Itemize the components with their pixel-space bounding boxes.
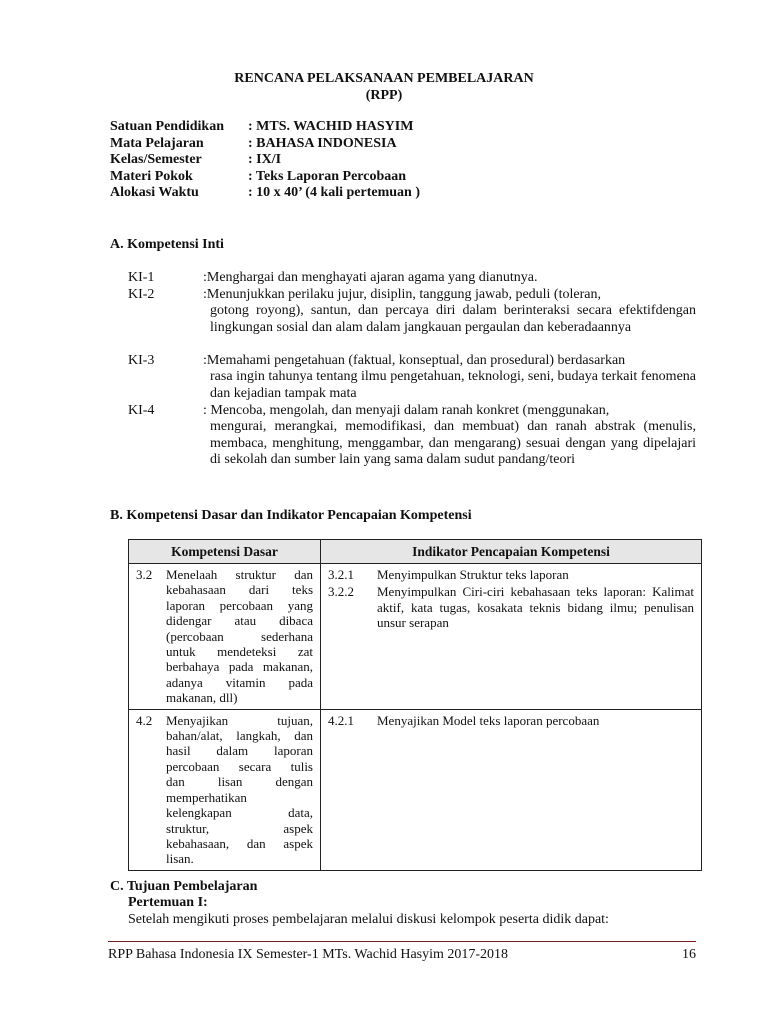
ki-code: KI-3 — [128, 353, 155, 368]
ki-text-rest: rasa ingin tahunya tentang ilmu pengetahuan, teknologi, seni, budaya terkait fenomena dan kejadian tampak mata — [210, 369, 696, 401]
ki-text — [203, 403, 696, 469]
kd-line: lisan. — [166, 851, 194, 867]
page-number: 16 — [682, 947, 696, 962]
kd-line: Menelaah struktur dan — [166, 567, 313, 582]
indicator-number: 4.2.1 — [328, 712, 354, 728]
kd-line: Menyajikan tujuan, — [166, 712, 313, 728]
identity-value: : MTS. WACHID HASYIM — [248, 119, 414, 134]
identity-block — [110, 119, 420, 202]
ki-text-first: : Mencoba, mengolah, dan menyaji dalam ranah konkret (menggunakan, — [203, 403, 610, 418]
indicator-item — [322, 582, 700, 630]
footer-divider — [108, 941, 696, 942]
kd-line: adanya vitamin pada — [166, 674, 313, 690]
indicator-item — [322, 565, 700, 582]
ki-text — [203, 353, 696, 402]
ki-text-first: :Menunjukkan perilaku jujur, disiplin, tanggung jawab, peduli (toleran, — [203, 287, 601, 302]
ki-text-rest: gotong royong), santun, dan percaya diri dalam berinteraksi secara efektifdengan lingkungan sosial dan alam dalam jangkauan pergaulan dan keberadaannya — [210, 303, 696, 335]
kd-line: struktur, aspek — [166, 820, 313, 836]
identity-row — [110, 185, 420, 202]
document-subtitle: (RPP) — [365, 88, 403, 103]
identity-label: Mata Pelajaran — [110, 135, 204, 151]
table-header-row — [129, 540, 702, 564]
table-row — [129, 564, 702, 710]
document-title: RENCANA PELAKSANAAN PEMBELAJARAN — [234, 71, 534, 86]
section-b-heading: B. Kompetensi Dasar dan Indikator Pencapaian Kompetensi — [110, 508, 472, 523]
kd-description — [166, 713, 313, 867]
indicator-number: 3.2.2 — [328, 584, 354, 600]
indicator-text: Menyimpulkan Ciri-ciri kebahasaan teks laporan: Kalimat aktif, kata tugas, kosakata teknis bidang ilmu; penulisan unsur serapan — [377, 584, 694, 631]
indicator-number: 3.2.1 — [328, 567, 354, 582]
kd-line: laporan percobaan yang — [166, 597, 313, 613]
kd-line: untuk mendeteksi zat — [166, 644, 313, 660]
column-header-indicator: Indikator Pencapaian Kompetensi — [321, 540, 702, 564]
kd-line: memperhatikan — [166, 789, 247, 805]
identity-value: : BAHASA INDONESIA — [248, 135, 397, 151]
kd-cell — [129, 564, 321, 710]
identity-label: Materi Pokok — [110, 168, 193, 184]
ki-text-first: :Menghargai dan menghayati ajaran agama yang dianutnya. — [203, 270, 538, 285]
kd-line: (percobaan sederhana — [166, 628, 313, 644]
identity-value: : Teks Laporan Percobaan — [248, 168, 407, 184]
identity-value: : IX/I — [248, 152, 282, 167]
indicator-text: Menyajikan Model teks laporan percobaan — [377, 712, 600, 728]
kd-line: hasil dalam laporan — [166, 743, 313, 759]
kd-line: bahan/alat, langkah, dan — [166, 728, 313, 744]
kd-cell — [129, 709, 321, 870]
identity-value: : 10 x 40’ (4 kali pertemuan ) — [248, 185, 420, 200]
ki-text — [203, 287, 696, 336]
identity-row — [110, 169, 420, 186]
indicator-text: Menyimpulkan Struktur teks laporan — [377, 567, 569, 582]
ki-code: KI-2 — [128, 287, 155, 302]
competency-table — [128, 539, 702, 871]
ki-text — [203, 270, 696, 286]
kd-line: dan lisan dengan — [166, 774, 313, 790]
ki-text-first: :Memahami pengetahuan (faktual, konseptual, dan prosedural) berdasarkan — [203, 353, 626, 368]
section-c-heading: C. Tujuan Pembelajaran — [110, 879, 258, 894]
indicator-cell — [321, 564, 702, 710]
kd-number: 4.2 — [136, 712, 153, 728]
kd-line: didengar atau dibaca — [166, 613, 313, 629]
kd-description — [166, 567, 313, 706]
kd-line: makanan, dll) — [166, 690, 238, 706]
identity-row — [110, 136, 420, 153]
ki-code: KI-4 — [128, 403, 155, 418]
kd-line: kelengkapan data, — [166, 805, 313, 821]
identity-label: Satuan Pendidikan — [110, 119, 224, 134]
kd-number: 3.2 — [136, 567, 153, 582]
kd-line: kebahasaan dari teks — [166, 582, 313, 598]
table-row — [129, 709, 702, 870]
identity-label: Alokasi Waktu — [110, 185, 199, 200]
identity-label: Kelas/Semester — [110, 152, 202, 167]
column-header-kd: Kompetensi Dasar — [129, 540, 321, 564]
kd-line: berbahaya pada makanan, — [166, 659, 313, 675]
identity-row — [110, 152, 420, 169]
footer-text: RPP Bahasa Indonesia IX Semester-1 MTs. Wachid Hasyim 2017-2018 — [108, 947, 509, 962]
kd-line: percobaan secara tulis — [166, 758, 313, 774]
indicator-item — [322, 711, 700, 728]
indicator-cell — [321, 709, 702, 870]
identity-row — [110, 119, 420, 136]
objective-intro: Setelah mengikuti proses pembelajaran melalui diskusi kelompok peserta didik dapat: — [128, 912, 609, 927]
section-a-heading: A. Kompetensi Inti — [110, 237, 224, 252]
meeting-heading: Pertemuan I: — [128, 895, 208, 910]
ki-text-rest: mengurai, merangkai, memodifikasi, dan membuat) dan ranah abstrak (menulis, membaca, menghitung, menggambar, dan mengarang) sesuai dengan yang dipelajari di sekolah dan sumber lain yang sama dalam sudut pandang/teori — [210, 419, 696, 468]
ki-code: KI-1 — [128, 270, 155, 285]
kd-line: kebahasaan, dan aspek — [166, 835, 313, 851]
